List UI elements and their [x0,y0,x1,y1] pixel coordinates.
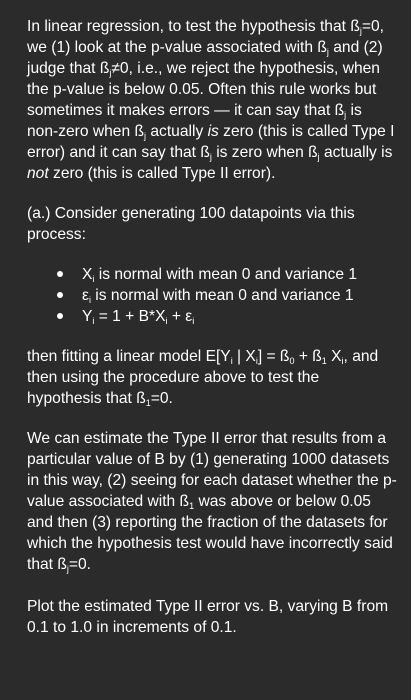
text: then fitting a linear model E[Y [27,348,231,365]
text: = 1 + B*X [94,308,166,325]
subscript: j [317,152,320,162]
process-list [27,264,397,327]
intro-paragraph [27,16,397,184]
beta-symbol: ß [99,60,110,77]
text: is normal with mean 0 and variance 1 [90,287,354,304]
text: ε [82,287,89,304]
emphasis: not [27,165,49,182]
text: X [326,348,342,365]
subscript: 0 [289,356,295,366]
subscript: j [326,47,329,57]
list-item [27,264,397,285]
subscript: j [344,110,347,120]
text: We can estimate the Type II error that results from a particular value of B by (1) generating 1000 datasets in this way, (2) seeing for each dataset whether the p-value associated with ß [27,430,397,510]
subscript: i [230,356,233,366]
bullet-icon [57,292,63,298]
beta-symbol: ß [334,102,345,119]
text: + ß [294,348,322,365]
estimation-paragraph [27,428,397,575]
text: is zero when [211,144,309,161]
text: actually is [319,144,393,161]
subscript: i [88,295,91,305]
subscript: i [165,316,168,326]
text: was above or below 0.05 and then (3) reporting the fraction of the datasets for which the hypothesis test would have incorrectly said that ß [27,493,393,573]
model-paragraph [27,346,397,409]
subscript: i [192,316,195,326]
text: is normal with mean 0 and variance 1 [94,266,358,283]
subscript: j [66,564,69,574]
bullet-icon [57,271,63,277]
text: | X [232,348,256,365]
text: Y [82,308,93,325]
text: + ε [167,308,193,325]
beta-symbol: ß [317,39,327,56]
text: and (2) judge that [27,39,383,77]
text: =0. [68,556,91,573]
text: zero (this is called Type I error) and it can say that [27,123,395,161]
text: =0, we (1) look at the p-value associated with [27,18,384,56]
subscript: j [209,152,212,162]
beta-symbol: ß [200,144,210,161]
text: X [82,266,93,283]
text: ] = ß [257,348,290,365]
subscript: j [359,26,362,36]
emphasis: is [207,123,219,140]
text: is non-zero when [27,102,362,140]
beta-symbol: ß [350,18,360,35]
text: In linear regression, to test the hypothesis that [27,18,351,35]
subscript: j [144,131,147,141]
subscript: i [255,356,258,366]
part-a-paragraph: (a.) Consider generating 100 datapoints via this process: [27,205,355,243]
subscript: j [109,68,112,78]
subscript: 1 [189,501,195,511]
bullet-icon [57,313,63,319]
plot-instruction-paragraph: Plot the estimated Type II error vs. B, varying B from 0.1 to 1.0 in increments of 0.1. [27,598,389,636]
text: zero (this is called Type II error). [48,165,276,182]
text: actually [146,123,208,140]
subscript: 1 [145,398,151,408]
text: , and then using the procedure above to test the hypothesis that ß [27,348,379,407]
beta-symbol: ß [308,144,318,161]
text: =0. [150,390,173,407]
text: ≠0, i.e., we reject the hypothesis, when the p-value is below 0.05. Often this rule works but sometimes it makes errors — it can say that [27,60,380,119]
beta-symbol: ß [134,123,145,140]
list-item [27,306,397,327]
list-item [27,285,397,306]
subscript: 1 [321,356,327,366]
subscript: i [92,316,95,326]
subscript: i [92,274,95,284]
subscript: i [341,356,344,366]
